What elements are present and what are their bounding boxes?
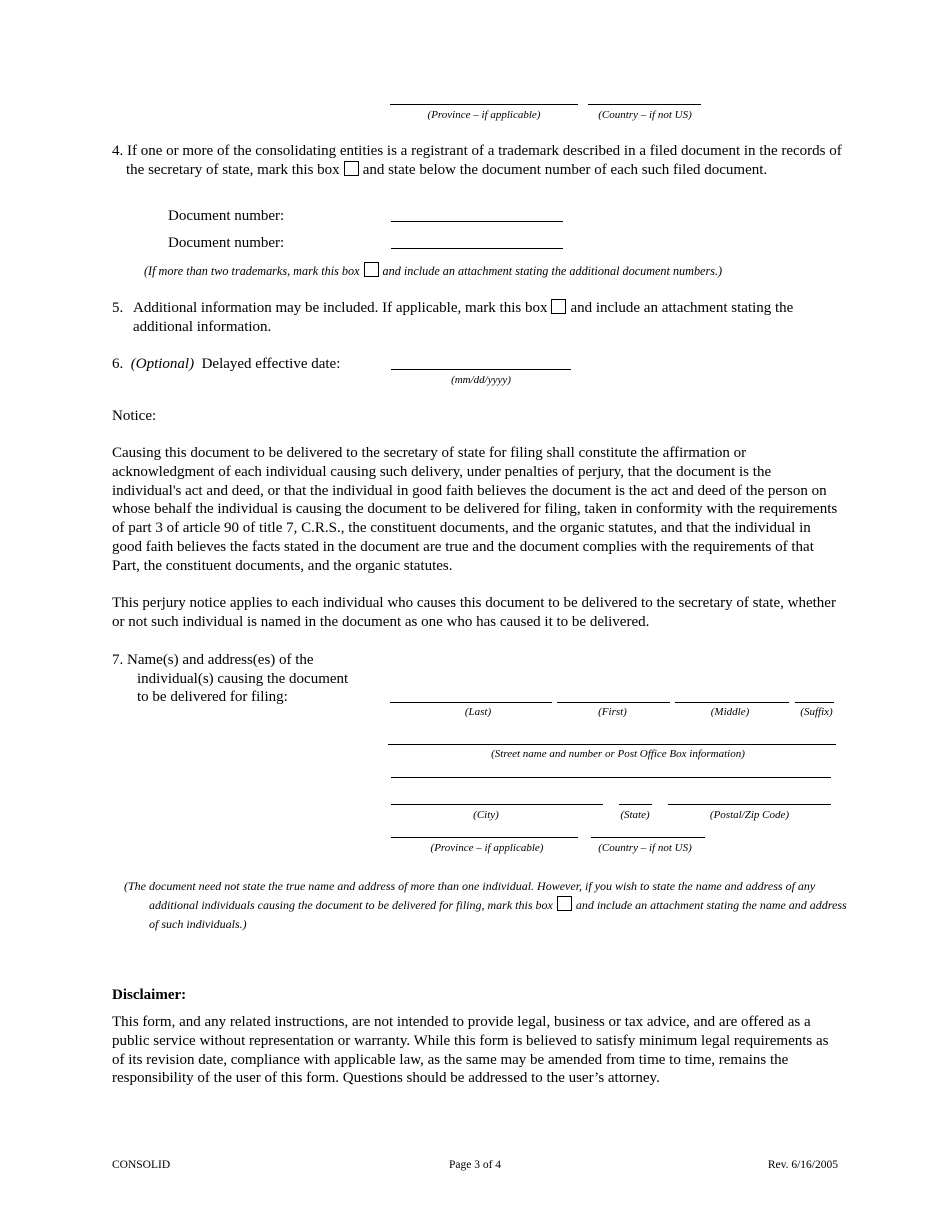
additional-individuals-note-start: (The document need not state the true name and address of more than one individual. However, if you wish to state the name and address of any additional individuals causing the document to be delivered for filing, mark this box (124, 879, 816, 912)
revision-date: Rev. 6/16/2005 (767, 1159, 838, 1171)
item5-number: 5. (112, 300, 124, 316)
country-line-top[interactable] (588, 104, 701, 105)
country-label: (Country – if not US) (598, 842, 692, 854)
middle-label: (Middle) (710, 706, 750, 718)
last-label: (Last) (464, 706, 492, 718)
street-field[interactable] (388, 744, 836, 745)
additional-individuals-checkbox[interactable] (557, 896, 572, 911)
trademark-note (144, 262, 864, 280)
item5-text-end: and include an attachment stating the additional information. (133, 300, 794, 335)
item7-heading (112, 651, 348, 707)
last-name-field[interactable] (390, 702, 552, 703)
province-field[interactable] (391, 837, 578, 838)
middle-name-field[interactable] (675, 702, 789, 703)
doc-number-label-2: Document number: (168, 235, 285, 251)
first-label: (First) (598, 706, 627, 718)
province-label: (Province – if applicable) (430, 842, 544, 854)
state-label: (State) (620, 809, 650, 821)
additional-info-checkbox[interactable] (551, 299, 566, 314)
item6-optional: (Optional) (130, 356, 195, 372)
trademark-note-end: and include an attachment stating the additional document numbers.) (382, 264, 723, 278)
item6-label (112, 355, 340, 374)
province-line-top[interactable] (390, 104, 578, 105)
date-format-label: (mm/dd/yyyy) (451, 374, 511, 386)
state-field[interactable] (619, 804, 652, 805)
street-label: (Street name and number or Post Office Box information) (491, 748, 745, 760)
country-field[interactable] (591, 837, 705, 838)
country-label-top: (Country – if not US) (598, 109, 692, 121)
street-field-2[interactable] (391, 777, 831, 778)
doc-number-label-1: Document number: (168, 208, 285, 224)
city-label: (City) (473, 809, 499, 821)
delayed-effective-date-field[interactable] (391, 369, 571, 370)
item4-text-end: and state below the document number of each such filed document. (362, 161, 768, 178)
notice-paragraph-1: Causing this document to be delivered to the secretary of state for filing shall constitute the affirmation or acknowledgment of each individual causing such delivery, under penalties of perjury, that the document is the individual's act and deed, or that the individual in good faith believes the document is the act and deed of the person on whose behalf the individual is causing the document to be delivered for filing, taken in conformity with the requirements of part 3 of article 90 of title 7, C.R.S., the constituent documents, and the organic statutes, and that the individual in good faith believes the facts stated in the document are true and the document complies with the requirements of that Part, the constituent documents, and the organic statutes. (112, 445, 838, 574)
trademark-checkbox[interactable] (344, 161, 359, 176)
disclaimer-heading: Disclaimer: (112, 987, 187, 1003)
trademark-note-start: (If more than two trademarks, mark this box (144, 264, 360, 278)
item7-line-1: 7. Name(s) and address(es) of the (112, 652, 314, 668)
notice-heading: Notice: (112, 408, 157, 424)
doc-number-field-1[interactable] (391, 221, 563, 222)
item7-line-2: individual(s) causing the document (137, 670, 349, 687)
item5-text-start: Additional information may be included. If applicable, mark this box (133, 300, 548, 316)
item7-line-3: to be delivered for filing: (137, 689, 288, 705)
province-label-top: (Province – if applicable) (427, 109, 541, 121)
disclaimer-text: This form, and any related instructions, are not intended to provide legal, business or tax advice, and are offered as a public service without representation or warranty. While this form is believed to satisfy minimum legal requirements as of its revision date, compliance with applicable law, as the same may be amended from time to time, remains the responsibility of the user of this form. Questions should be addressed to the user’s attorney. (112, 1014, 829, 1087)
item4-text-start: 4. If one or more of the consolidating entities is a registrant of a trademark described in a filed document in the records of the secretary of state, mark this box (112, 143, 842, 178)
page-number: Page 3 of 4 (448, 1159, 502, 1171)
item4-text (112, 142, 856, 179)
doc-number-field-2[interactable] (391, 248, 563, 249)
item5-text (133, 299, 813, 336)
item6-delayed-label: Delayed effective date: (201, 356, 341, 372)
additional-individuals-note-end: and include an attachment stating the name and address of such individuals.) (149, 898, 847, 931)
suffix-field[interactable] (795, 702, 834, 703)
additional-individuals-note (124, 877, 849, 934)
postal-code-field[interactable] (668, 804, 831, 805)
form-code: CONSOLID (112, 1159, 171, 1171)
notice-paragraph-2: This perjury notice applies to each individual who causes this document to be delivered to the secretary of state, whether or not such individual is named in the document as one who has caused it to be delivered. (112, 595, 836, 630)
postal-code-label: (Postal/Zip Code) (709, 809, 790, 821)
suffix-label: (Suffix) (800, 706, 833, 718)
item6-number: 6. (112, 356, 124, 372)
additional-trademarks-checkbox[interactable] (364, 262, 379, 277)
city-field[interactable] (391, 804, 603, 805)
first-name-field[interactable] (557, 702, 670, 703)
